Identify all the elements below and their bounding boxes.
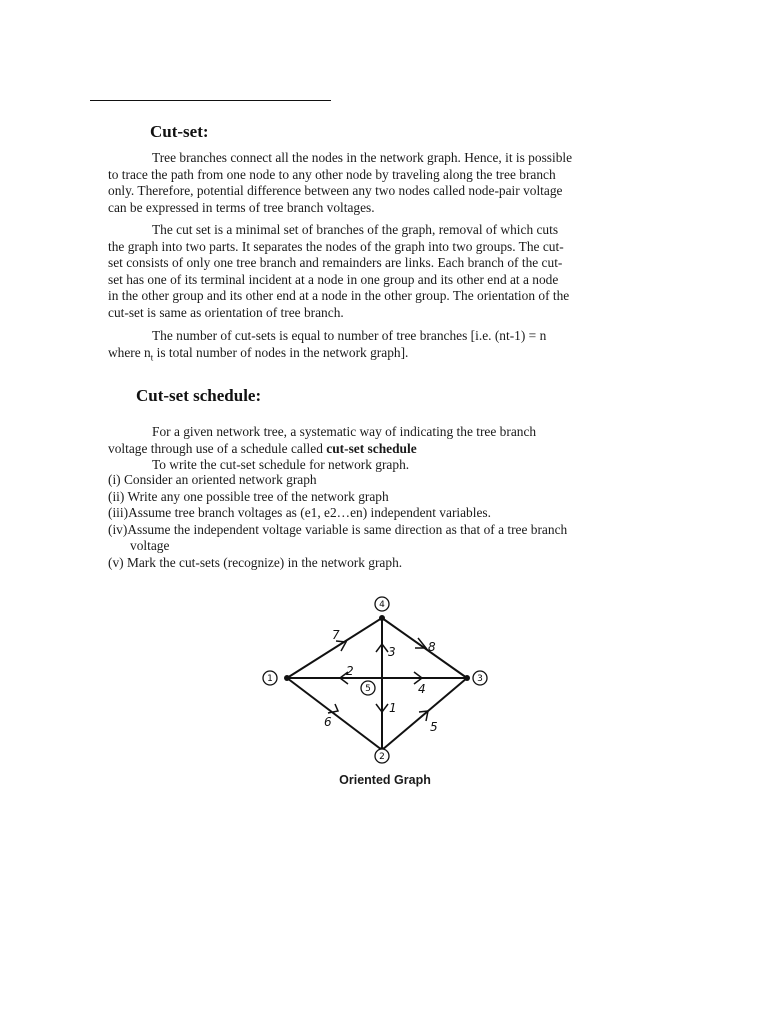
junction-3 — [464, 675, 470, 681]
schedule-heading: Cut-set schedule: — [136, 386, 262, 405]
text-line — [108, 441, 632, 458]
text-fragment: is total number of nodes in the network graph]. — [153, 344, 409, 360]
cutset-paragraph-1 — [108, 150, 632, 216]
text-line: The cut set is a minimal set of branches of the graph, removal of which cuts — [152, 222, 559, 237]
branch-label-2: 2 — [346, 664, 354, 678]
branch-label-3: 3 — [388, 645, 396, 659]
branch-label-5: 5 — [430, 720, 438, 734]
cutset-paragraph-2 — [108, 222, 632, 321]
text-line: cut-set is same as orientation of tree branch. — [108, 304, 344, 320]
node-2-label: 2 — [379, 752, 385, 762]
text-line — [108, 345, 632, 366]
branch-label-7: 7 — [332, 628, 340, 642]
bold-term: cut-set schedule — [326, 440, 417, 456]
node-1-label: 1 — [267, 674, 273, 684]
header-rule — [90, 100, 331, 101]
text-fragment: where n — [108, 344, 151, 360]
list-item: (i) Consider an oriented network graph — [108, 472, 317, 487]
list-item: (iv)Assume the independent voltage variable is same direction as that of a tree branch — [108, 521, 568, 537]
cutset-heading: Cut-set: — [150, 122, 209, 141]
node-3-label: 3 — [477, 674, 483, 684]
text-line: Tree branches connect all the nodes in the network graph. Hence, it is possible — [152, 150, 573, 165]
branch-label-4: 4 — [418, 682, 426, 696]
branch-label-8: 8 — [428, 640, 436, 654]
text-line: only. Therefore, potential difference between any two nodes called node-pair voltage — [108, 183, 563, 198]
figure-caption: Oriented Graph — [339, 773, 431, 787]
text-fragment: voltage through use of a schedule called — [108, 440, 327, 456]
branch-label-1: 1 — [389, 701, 397, 715]
junction-4 — [379, 615, 385, 621]
branch-7 — [287, 618, 382, 678]
oriented-graph — [250, 590, 510, 790]
text-line: To write the cut-set schedule for network graph. — [152, 457, 410, 472]
arrow-6 — [328, 704, 338, 713]
text-line: in the other group and its other end at a node in the other group. The orientation of the — [108, 288, 570, 303]
text-line: can be expressed in terms of tree branch voltages. — [108, 199, 375, 215]
list-item-continuation: voltage — [130, 538, 170, 553]
text-line: The number of cut-sets is equal to number of tree branches [i.e. (nt-1) = n — [152, 328, 547, 343]
junction-1 — [284, 675, 290, 681]
list-item: (iii)Assume tree branch voltages as (e1, e2…en) independent variables. — [108, 505, 491, 520]
node-5-label: 5 — [365, 684, 371, 694]
schedule-intro — [108, 424, 632, 474]
text-line: set has one of its terminal incident at a node in one group and its other end at a node — [108, 271, 559, 287]
steps-list — [108, 472, 638, 571]
cutset-paragraph-3 — [108, 328, 632, 366]
list-item: (v) Mark the cut-sets (recognize) in the network graph. — [108, 554, 403, 570]
node-4-label: 4 — [379, 600, 385, 610]
branch-label-6: 6 — [324, 715, 332, 729]
text-line: to trace the path from one node to any other node by traveling along the tree branch — [108, 166, 556, 182]
text-line: For a given network tree, a systematic way of indicating the tree branch — [152, 424, 537, 439]
list-item: (ii) Write any one possible tree of the network graph — [108, 488, 389, 504]
text-line: the graph into two parts. It separates the nodes of the graph into two groups. The cut- — [108, 238, 564, 254]
text-line: set consists of only one tree branch and remainders are links. Each branch of the cut- — [108, 255, 563, 270]
subscript: t — [150, 352, 154, 363]
